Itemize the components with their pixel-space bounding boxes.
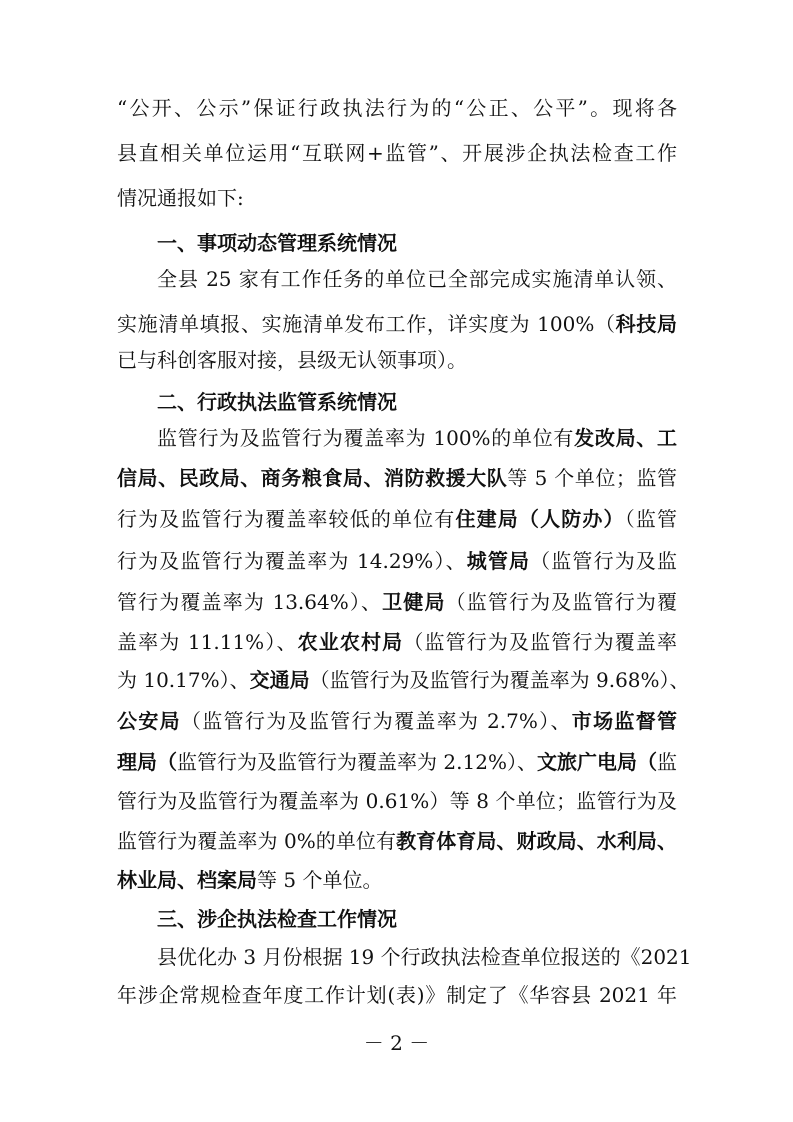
bold-unit-name: 科技局 [615, 312, 677, 336]
text-run: 等 5 个单位；监管 [507, 466, 677, 490]
text-run: （监管 [624, 507, 678, 531]
bold-unit-name: 理局（ [117, 750, 178, 774]
text-run: 管行为覆盖率为 13.64%）、 [117, 590, 383, 614]
text-run: 行为及监管行为覆盖率为 14.29%）、 [117, 549, 467, 573]
section-3-line-1: 县优化办 3 月份根据 19 个行政执法检查单位报送的《2021 [157, 945, 692, 969]
section-3-heading: 三、涉企执法检查工作情况 [157, 907, 397, 931]
text-run: 等 5 个单位。 [257, 868, 383, 892]
text-run: 为 10.17%）、 [117, 668, 250, 692]
bold-unit-name: 发改局、工 [574, 426, 678, 450]
bold-unit-name: 交通局 [249, 668, 310, 692]
bold-unit-name: 卫健局 [382, 590, 446, 614]
section-2-line-1 [157, 423, 677, 453]
text-run: （监管行为及监管行为覆盖率为 2.7%）、 [180, 709, 572, 733]
section-2-line-9 [117, 747, 677, 777]
text-run: 盖率为 11.11%）、 [117, 630, 298, 654]
bold-unit-name: 城管局 [466, 549, 531, 573]
section-2-line-4 [117, 546, 677, 576]
section-3-line-2: 年涉企常规检查年度工作计划(表)》制定了《华容县 2021 年 [117, 983, 677, 1007]
section-1-heading: 一、事项动态管理系统情况 [157, 231, 397, 255]
bold-unit-name: 农业农村局 [297, 630, 404, 654]
section-2-heading: 二、行政执法监管系统情况 [157, 390, 397, 414]
text-run: （监管行为及监管行为覆盖率 [403, 630, 677, 654]
section-2-line-2 [117, 463, 677, 493]
section-2-line-6 [117, 627, 677, 657]
text-run: （监管行为及监 [530, 549, 677, 573]
text-run: 监管行为覆盖率为 0%的单位有 [117, 829, 397, 853]
intro-line-1: “公开、公示”保证行政执法行为的“公正、公平”。现将各 [117, 96, 677, 120]
text-run: 监管行为及监管行为覆盖率为 2.12%）、 [177, 750, 537, 774]
bold-unit-name: 住建局（人防办） [455, 507, 625, 531]
bold-unit-name: 市场监督管 [571, 709, 678, 733]
intro-line-3: 情况通报如下: [117, 186, 244, 210]
bold-unit-name: 公安局 [117, 709, 181, 733]
text-run: 实施清单填报、实施清单发布工作，详实度为 100%（ [117, 312, 616, 336]
page-number: － 2 － [363, 1031, 430, 1055]
intro-line-2: 县直相关单位运用“互联网+监管”、开展涉企执法检查工作 [117, 141, 677, 165]
text-run: （监管行为及监管行为覆盖率为 9.68%）、 [309, 668, 690, 692]
text-run: 行为及监管行为覆盖率较低的单位有 [117, 507, 456, 531]
section-2-line-5 [117, 587, 677, 617]
bold-unit-name: 文旅广电局（ [536, 750, 658, 774]
section-2-line-3 [117, 504, 677, 534]
section-2-line-12 [117, 865, 677, 895]
bold-unit-name: 教育体育局、财政局、水利局、 [396, 829, 677, 853]
text-run: 监 [657, 750, 678, 774]
section-1-line-1: 全县 25 家有工作任务的单位已全部完成实施清单认领、 [157, 267, 677, 291]
section-2-line-10: 管行为及监管行为覆盖率为 0.61%）等 8 个单位；监管行为及 [117, 789, 677, 813]
section-1-line-2 [117, 309, 677, 339]
section-2-line-8 [117, 706, 677, 736]
bold-unit-name: 信局、民政局、商务粮食局、消防救援大队 [117, 466, 508, 490]
section-2-line-7 [117, 665, 690, 695]
section-2-line-11 [117, 826, 677, 856]
bold-unit-name: 林业局、档案局 [117, 868, 257, 892]
section-1-line-3: 已与科创客服对接，县级无认领事项）。 [117, 348, 467, 372]
text-run: （监管行为及监管行为覆 [445, 590, 677, 614]
text-run: 监管行为及监管行为覆盖率为 100%的单位有 [157, 426, 575, 450]
